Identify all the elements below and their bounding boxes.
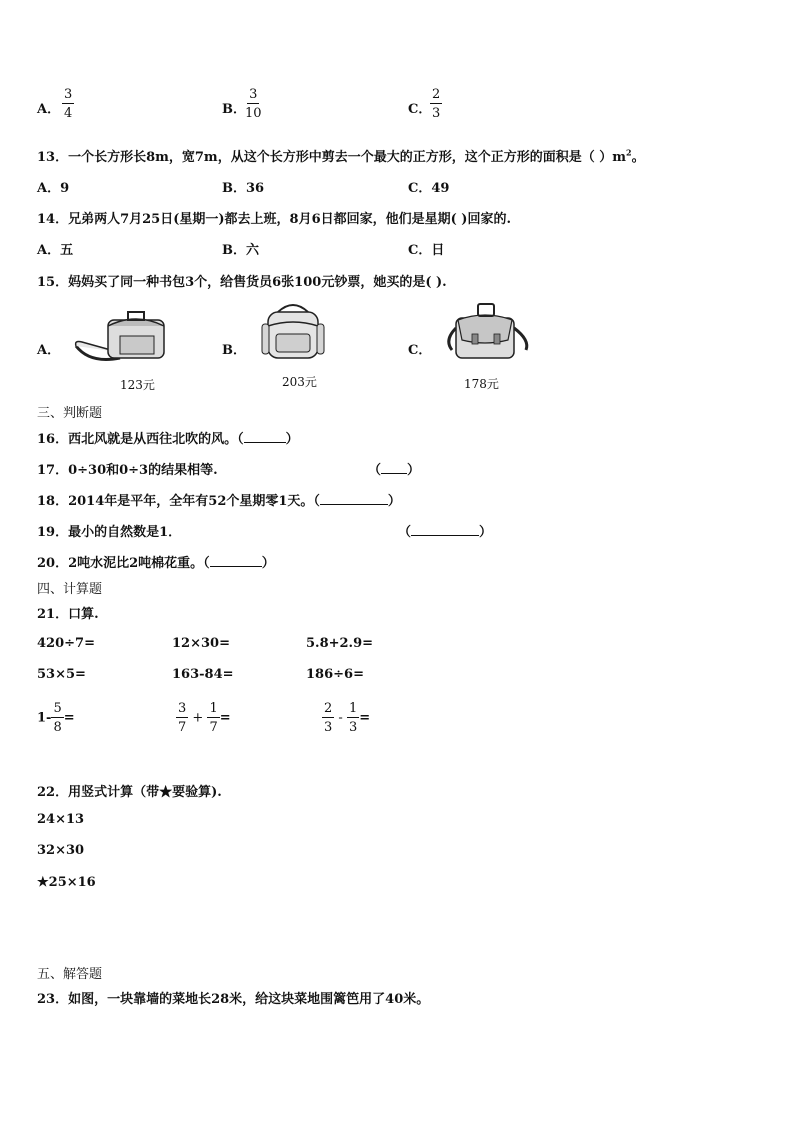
question-17-answer: [368, 459, 420, 478]
numerator: 2: [432, 87, 441, 102]
answer-blank[interactable]: [411, 523, 479, 536]
calc-item: 32×30: [37, 843, 85, 858]
answer-blank[interactable]: [244, 430, 286, 443]
denominator: 10: [245, 106, 262, 121]
section-heading: 三、判断题: [37, 406, 103, 421]
question-end: ）: [479, 525, 493, 540]
fraction-expression: [37, 702, 75, 734]
question-21: 21．口算.: [37, 607, 99, 622]
calc-item: 53×5=: [37, 667, 86, 682]
expr-text: =: [359, 710, 371, 726]
question-16: [37, 428, 299, 447]
question-text: 16．西北风就是从西往北吹的风。（: [37, 432, 244, 447]
numerator: 3: [178, 701, 187, 716]
numerator: 1: [348, 701, 358, 716]
superscript: 2: [625, 147, 632, 158]
question-end: ）: [387, 494, 401, 509]
question-14: 14．兄弟两人7月25日(星期一)都去上班，8月6日都回家，他们是星期( )回家的.: [37, 212, 511, 227]
option-label: C．: [408, 102, 432, 117]
numerator: 3: [249, 87, 258, 102]
answer-blank[interactable]: [320, 492, 388, 505]
option-b: [222, 98, 246, 117]
question-20: [37, 552, 275, 571]
denominator: 4: [64, 106, 73, 121]
answer-blank[interactable]: [381, 461, 407, 474]
price-label: 178元: [464, 377, 499, 391]
question-end: ）: [407, 463, 421, 478]
question-15: 15．妈妈买了同一种书包3个，给售货员6张100元钞票，她买的是( ).: [37, 275, 447, 290]
calc-item: 24×13: [37, 812, 85, 827]
question-19-text: 19．最小的自然数是1．: [37, 525, 182, 540]
numerator: 1: [209, 701, 218, 716]
option-b: B．六: [222, 243, 259, 258]
question-13: [37, 146, 645, 165]
operator: +: [192, 710, 204, 726]
option-c: C．49: [408, 181, 450, 196]
expr-text: 1-: [37, 710, 52, 726]
option-c: [408, 98, 431, 117]
numerator: 3: [64, 87, 73, 102]
price-label: 123元: [120, 378, 155, 392]
question-19-answer: [398, 521, 492, 540]
expr-text: =: [63, 710, 75, 726]
calc-item: 163-84=: [172, 667, 234, 682]
denominator: 8: [53, 720, 62, 735]
numerator: 2: [324, 701, 333, 716]
option-c: C．: [408, 343, 432, 358]
section-heading: 四、计算题: [37, 582, 103, 597]
option-label: B．: [222, 102, 246, 117]
fraction-expression: [322, 702, 370, 734]
question-text: 20．2吨水泥比2吨棉花重。（: [37, 556, 210, 571]
shoulder-bag-icon: [70, 306, 172, 366]
question-22: 22．用竖式计算（带★要验算).: [37, 785, 222, 800]
question-23: 23．如图，一块靠墙的菜地长28米，给这块菜地围篱笆用了40米。: [37, 992, 430, 1007]
question-open: （: [398, 525, 412, 540]
question-18: [37, 490, 401, 509]
question-text: 13．一个长方形长8m，宽7m，从这个长方形中剪去一个最大的正方形，这个正方形的面积是（ ）m: [37, 150, 626, 165]
calc-item: ★25×16: [37, 875, 96, 890]
backpack-icon: [258, 300, 328, 362]
answer-blank[interactable]: [210, 554, 262, 567]
question-end: 。: [631, 150, 645, 165]
denominator: 7: [209, 720, 218, 735]
option-a: A．9: [37, 181, 70, 196]
option-b: B．: [222, 343, 246, 358]
option-a: [37, 98, 60, 117]
price-label: 203元: [282, 375, 317, 389]
calc-item: 420÷7=: [37, 636, 95, 651]
section-heading: 五、解答题: [37, 967, 103, 982]
denominator: 7: [178, 720, 187, 735]
calc-item: 12×30=: [172, 636, 230, 651]
fraction: [245, 88, 262, 120]
expr-text: =: [219, 710, 231, 726]
option-c: C．日: [408, 243, 445, 258]
operator: -: [338, 710, 343, 726]
calc-item: 186÷6=: [306, 667, 364, 682]
question-17-text: 17．0÷30和0÷3的结果相等.: [37, 463, 218, 478]
denominator: 3: [324, 720, 333, 735]
denominator: 3: [432, 106, 441, 121]
question-end: ）: [285, 432, 299, 447]
question-open: （: [368, 463, 382, 478]
question-end: ）: [261, 556, 275, 571]
option-a: A．: [37, 343, 61, 358]
question-text: 18．2014年是平年，全年有52个星期零1天。（: [37, 494, 320, 509]
fraction: [430, 88, 442, 120]
option-label: A．: [37, 102, 61, 117]
option-a: A．五: [37, 243, 74, 258]
satchel-icon: [442, 300, 532, 362]
numerator: 5: [53, 701, 62, 716]
denominator: 3: [348, 720, 358, 735]
fraction: [62, 88, 74, 120]
option-b: B．36: [222, 181, 265, 196]
calc-item: 5.8+2.9=: [306, 636, 374, 651]
fraction-expression: [176, 702, 231, 734]
